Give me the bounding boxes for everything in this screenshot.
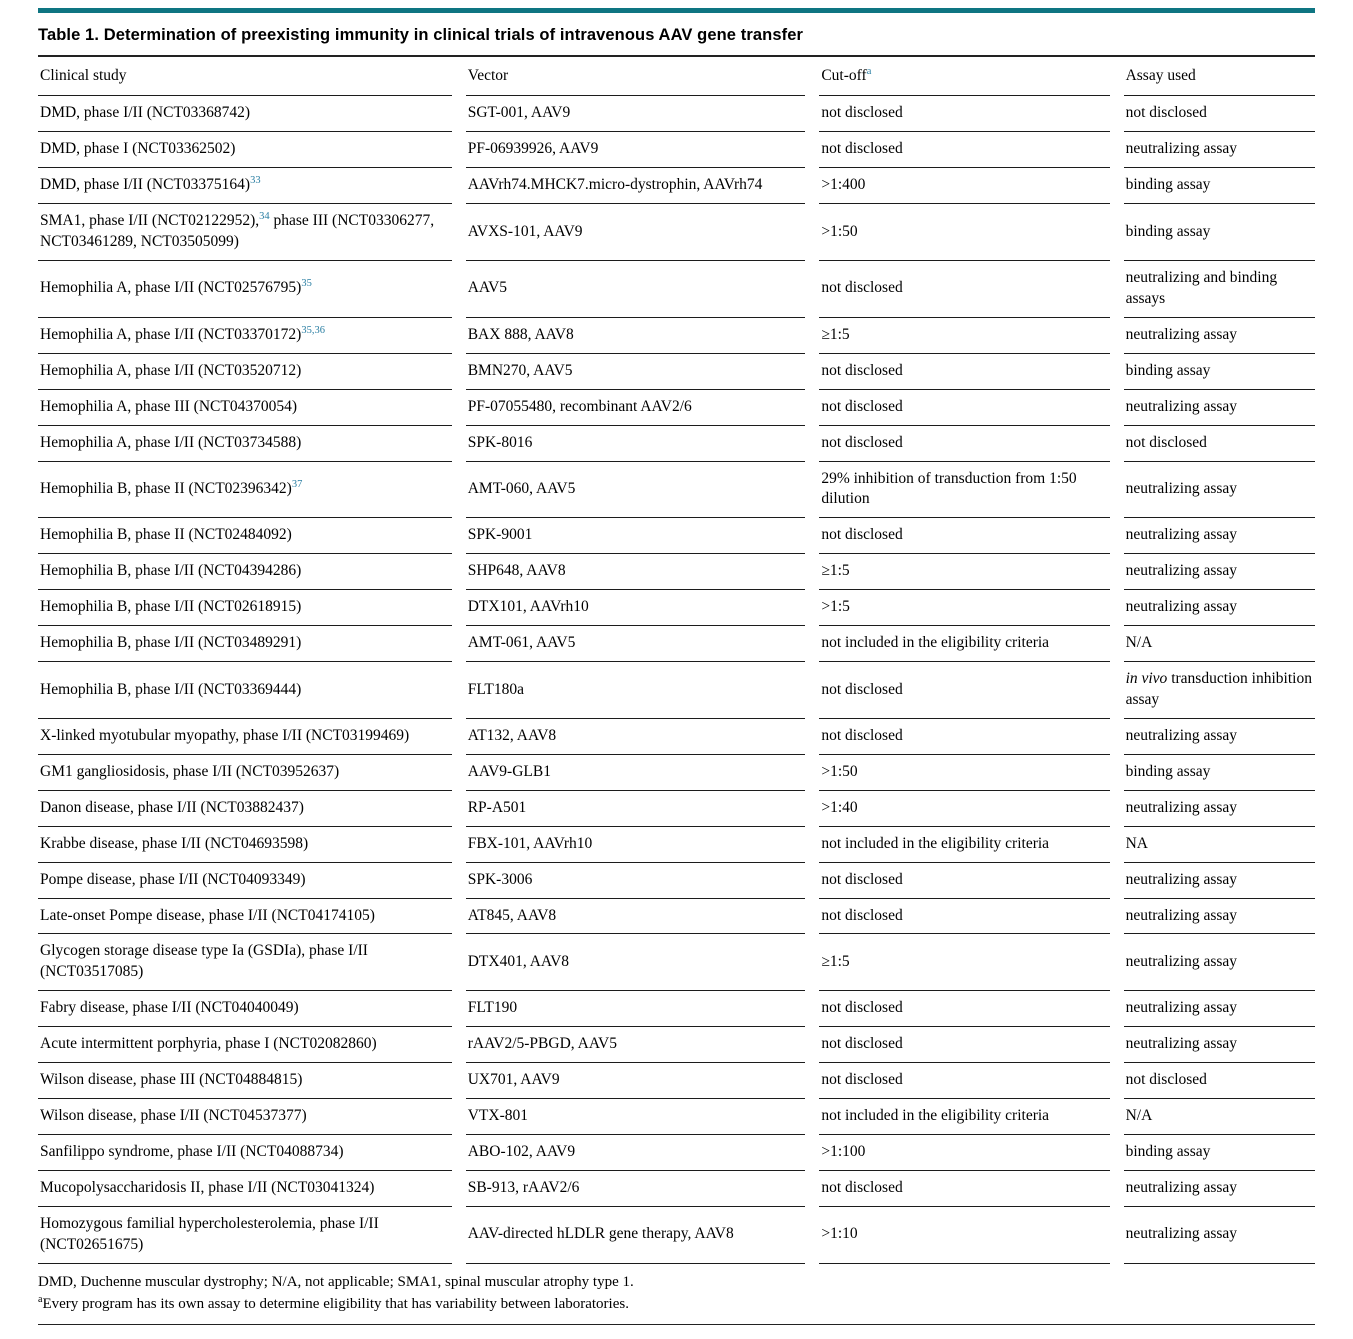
cell-cutoff: >1:5: [819, 590, 1109, 626]
cell-cutoff: not disclosed: [819, 863, 1109, 899]
cell-assay: binding assay: [1124, 204, 1315, 261]
table-row: [38, 791, 1315, 827]
cell-study: Wilson disease, phase III (NCT04884815): [38, 1063, 452, 1099]
cell-assay: not disclosed: [1124, 426, 1315, 462]
cell-cutoff: not disclosed: [819, 1063, 1109, 1099]
footnote: $^a$Every program has its own assay to determine eligibility that has variability between laboratories.: [38, 1294, 629, 1313]
cell-vector: ABO-102, AAV9: [466, 1135, 806, 1171]
cell-assay: neutralizing assay: [1124, 132, 1315, 168]
cell-study: Sanfilippo syndrome, phase I/II (NCT04088734): [38, 1135, 452, 1171]
cell-cutoff: not disclosed: [819, 1027, 1109, 1063]
cell-cutoff: ≥1:5: [819, 934, 1109, 991]
footnote: DMD, Duchenne muscular dystrophy; N/A, not applicable; SMA1, spinal muscular atrophy type 1.: [38, 1273, 634, 1290]
cell-assay: neutralizing assay: [1124, 390, 1315, 426]
table-row: [38, 554, 1315, 590]
table-row: [38, 96, 1315, 132]
table-row: [38, 261, 1315, 318]
cell-vector: AMT-061, AAV5: [466, 626, 806, 662]
table-row: [38, 1099, 1315, 1135]
cell-assay: neutralizing and binding assays: [1124, 261, 1315, 318]
cell-cutoff: not included in the eligibility criteria: [819, 827, 1109, 863]
cell-study: X-linked myotubular myopathy, phase I/II (NCT03199469): [38, 719, 452, 755]
cell-vector: SPK-9001: [466, 518, 806, 554]
cell-study: SMA1, phase I/II (NCT02122952),$^{34}$ phase III (NCT03306277, NCT03461289, NCT03505099): [38, 204, 452, 261]
cell-vector: AT845, AAV8: [466, 899, 806, 935]
cell-cutoff: not disclosed: [819, 132, 1109, 168]
table-row: [38, 755, 1315, 791]
cell-study: Hemophilia B, phase I/II (NCT04394286): [38, 554, 452, 590]
cell-cutoff: not included in the eligibility criteria: [819, 626, 1109, 662]
cell-cutoff: not included in the eligibility criteria: [819, 1099, 1109, 1135]
cell-study: Hemophilia A, phase I/II (NCT02576795)$^{35}$: [38, 261, 452, 318]
table-body: [38, 96, 1315, 1263]
table-row: [38, 626, 1315, 662]
cell-cutoff: not disclosed: [819, 719, 1109, 755]
cell-vector: AVXS-101, AAV9: [466, 204, 806, 261]
cell-assay: neutralizing assay: [1124, 791, 1315, 827]
footnote-marker-superscript: a: [866, 65, 872, 77]
cell-vector: SHP648, AAV8: [466, 554, 806, 590]
cell-study: Homozygous familial hypercholesterolemia, phase I/II (NCT02651675): [38, 1207, 452, 1264]
cell-cutoff: not disclosed: [819, 390, 1109, 426]
cell-cutoff: not disclosed: [819, 426, 1109, 462]
cell-vector: UX701, AAV9: [466, 1063, 806, 1099]
cell-study: Fabry disease, phase I/II (NCT04040049): [38, 991, 452, 1027]
cell-study: Wilson disease, phase I/II (NCT04537377): [38, 1099, 452, 1135]
cell-vector: PF-07055480, recombinant AAV2/6: [466, 390, 806, 426]
table-row: [38, 204, 1315, 261]
citation-superscript: 34: [259, 211, 270, 223]
citation-superscript: 33: [250, 175, 261, 187]
cell-assay: neutralizing assay: [1124, 863, 1315, 899]
cell-assay: N/A: [1124, 1099, 1315, 1135]
table-row: [38, 318, 1315, 354]
cell-vector: FLT180a: [466, 662, 806, 719]
table-row: [38, 1027, 1315, 1063]
cell-assay: neutralizing assay: [1124, 1207, 1315, 1264]
cell-vector: VTX-801: [466, 1099, 806, 1135]
cell-assay: neutralizing assay: [1124, 462, 1315, 519]
cell-assay: neutralizing assay: [1124, 318, 1315, 354]
cell-study: Pompe disease, phase I/II (NCT04093349): [38, 863, 452, 899]
cell-cutoff: >1:100: [819, 1135, 1109, 1171]
citation-superscript: 35,36: [301, 324, 325, 336]
header-row: [38, 57, 1315, 97]
cell-vector: SB-913, rAAV2/6: [466, 1171, 806, 1207]
cell-assay: binding assay: [1124, 1135, 1315, 1171]
cell-vector: AAV-directed hLDLR gene therapy, AAV8: [466, 1207, 806, 1264]
column-header-cutoff: Cut-off$^a$: [819, 57, 1109, 97]
cell-vector: DTX101, AAVrh10: [466, 590, 806, 626]
cell-cutoff: >1:40: [819, 791, 1109, 827]
cell-cutoff: >1:400: [819, 168, 1109, 204]
cell-assay: neutralizing assay: [1124, 899, 1315, 935]
cell-assay: N/A: [1124, 626, 1315, 662]
cell-vector: BMN270, AAV5: [466, 354, 806, 390]
cell-vector: RP-A501: [466, 791, 806, 827]
cell-vector: AMT-060, AAV5: [466, 462, 806, 519]
italic-text: in vivo: [1125, 670, 1168, 688]
bottom-rule: [38, 1324, 1315, 1326]
table-title: Table 1. Determination of preexisting immunity in clinical trials of intravenous AAV gene transfer: [38, 26, 803, 44]
cell-vector: AAV9-GLB1: [466, 755, 806, 791]
cell-study: DMD, phase I/II (NCT03368742): [38, 96, 452, 132]
cell-study: Danon disease, phase I/II (NCT03882437): [38, 791, 452, 827]
cell-vector: PF-06939926, AAV9: [466, 132, 806, 168]
cell-study: DMD, phase I/II (NCT03375164)$^{33}$: [38, 168, 452, 204]
cell-vector: AAVrh74.MHCK7.micro-dystrophin, AAVrh74: [466, 168, 806, 204]
cell-vector: AAV5: [466, 261, 806, 318]
column-header-assay-used: Assay used: [1124, 57, 1315, 97]
table-row: [38, 899, 1315, 935]
citation-superscript: 37: [291, 478, 303, 490]
cell-cutoff: not disclosed: [819, 991, 1109, 1027]
cell-assay: not disclosed: [1124, 1063, 1315, 1099]
table-row: [38, 168, 1315, 204]
cell-cutoff: not disclosed: [819, 899, 1109, 935]
cell-vector: FBX-101, AAVrh10: [466, 827, 806, 863]
cell-study: Hemophilia A, phase I/II (NCT03734588): [38, 426, 452, 462]
cell-study: Hemophilia B, phase II (NCT02396342)$^{37}$: [38, 462, 452, 519]
table-row: [38, 991, 1315, 1027]
column-header-vector: Vector: [466, 57, 806, 97]
table-row: [38, 462, 1315, 519]
column-header-clinical-study: Clinical study: [38, 57, 452, 97]
table-row: [38, 863, 1315, 899]
table-row: [38, 354, 1315, 390]
table-row: [38, 390, 1315, 426]
table-row: [38, 719, 1315, 755]
cell-assay: binding assay: [1124, 354, 1315, 390]
cell-study: Hemophilia A, phase III (NCT04370054): [38, 390, 452, 426]
top-accent-rule: [38, 8, 1315, 13]
cell-cutoff: not disclosed: [819, 354, 1109, 390]
table-row: [38, 1135, 1315, 1171]
cell-assay: neutralizing assay: [1124, 934, 1315, 991]
cell-vector: SPK-8016: [466, 426, 806, 462]
cell-assay: binding assay: [1124, 168, 1315, 204]
cell-study: Late-onset Pompe disease, phase I/II (NCT04174105): [38, 899, 452, 935]
cell-cutoff: ≥1:5: [819, 318, 1109, 354]
cell-assay: neutralizing assay: [1124, 1171, 1315, 1207]
cell-study: Acute intermittent porphyria, phase I (NCT02082860): [38, 1027, 452, 1063]
cell-assay: neutralizing assay: [1124, 1027, 1315, 1063]
cell-cutoff: >1:50: [819, 755, 1109, 791]
cell-study: Krabbe disease, phase I/II (NCT04693598): [38, 827, 452, 863]
cell-study: DMD, phase I (NCT03362502): [38, 132, 452, 168]
cell-study: Hemophilia A, phase I/II (NCT03370172)$^{35,36}$: [38, 318, 452, 354]
footnotes: [38, 1264, 1315, 1324]
table-row: [38, 827, 1315, 863]
cell-cutoff: >1:10: [819, 1207, 1109, 1264]
citation-superscript: a: [38, 1294, 43, 1306]
table-row: [38, 1063, 1315, 1099]
cell-assay: neutralizing assay: [1124, 991, 1315, 1027]
table-row: [38, 590, 1315, 626]
cell-assay: not disclosed: [1124, 96, 1315, 132]
cell-cutoff: not disclosed: [819, 1171, 1109, 1207]
cell-vector: DTX401, AAV8: [466, 934, 806, 991]
table-row: [38, 1171, 1315, 1207]
cell-assay: neutralizing assay: [1124, 590, 1315, 626]
cell-vector: SGT-001, AAV9: [466, 96, 806, 132]
cell-study: Mucopolysaccharidosis II, phase I/II (NCT03041324): [38, 1171, 452, 1207]
table-row: [38, 132, 1315, 168]
cell-study: Hemophilia B, phase I/II (NCT03489291): [38, 626, 452, 662]
cell-assay: in vivo transduction inhibition assay: [1124, 662, 1315, 719]
cell-assay: neutralizing assay: [1124, 554, 1315, 590]
cell-vector: FLT190: [466, 991, 806, 1027]
cell-assay: neutralizing assay: [1124, 719, 1315, 755]
cell-cutoff: not disclosed: [819, 96, 1109, 132]
table-row: [38, 662, 1315, 719]
cell-study: Hemophilia A, phase I/II (NCT03520712): [38, 354, 452, 390]
cell-assay: NA: [1124, 827, 1315, 863]
cell-assay: neutralizing assay: [1124, 518, 1315, 554]
citation-superscript: 35: [301, 278, 312, 290]
table-header: [38, 57, 1315, 97]
table-row: [38, 934, 1315, 991]
table-row: [38, 518, 1315, 554]
table-row: [38, 1207, 1315, 1264]
cell-cutoff: >1:50: [819, 204, 1109, 261]
cell-cutoff: 29% inhibition of transduction from 1:50 dilution: [819, 462, 1109, 519]
cell-study: Hemophilia B, phase I/II (NCT02618915): [38, 590, 452, 626]
table-row: [38, 426, 1315, 462]
cell-cutoff: ≥1:5: [819, 554, 1109, 590]
cell-study: Hemophilia B, phase I/II (NCT03369444): [38, 662, 452, 719]
cell-assay: binding assay: [1124, 755, 1315, 791]
cell-study: Hemophilia B, phase II (NCT02484092): [38, 518, 452, 554]
cell-cutoff: not disclosed: [819, 662, 1109, 719]
cell-cutoff: not disclosed: [819, 518, 1109, 554]
immunity-trials-table: [24, 57, 1329, 1264]
cell-study: Glycogen storage disease type Ia (GSDIa), phase I/II (NCT03517085): [38, 934, 452, 991]
cell-vector: rAAV2/5-PBGD, AAV5: [466, 1027, 806, 1063]
cell-study: GM1 gangliosidosis, phase I/II (NCT03952637): [38, 755, 452, 791]
cell-vector: BAX 888, AAV8: [466, 318, 806, 354]
cell-cutoff: not disclosed: [819, 261, 1109, 318]
cell-vector: AT132, AAV8: [466, 719, 806, 755]
cell-vector: SPK-3006: [466, 863, 806, 899]
